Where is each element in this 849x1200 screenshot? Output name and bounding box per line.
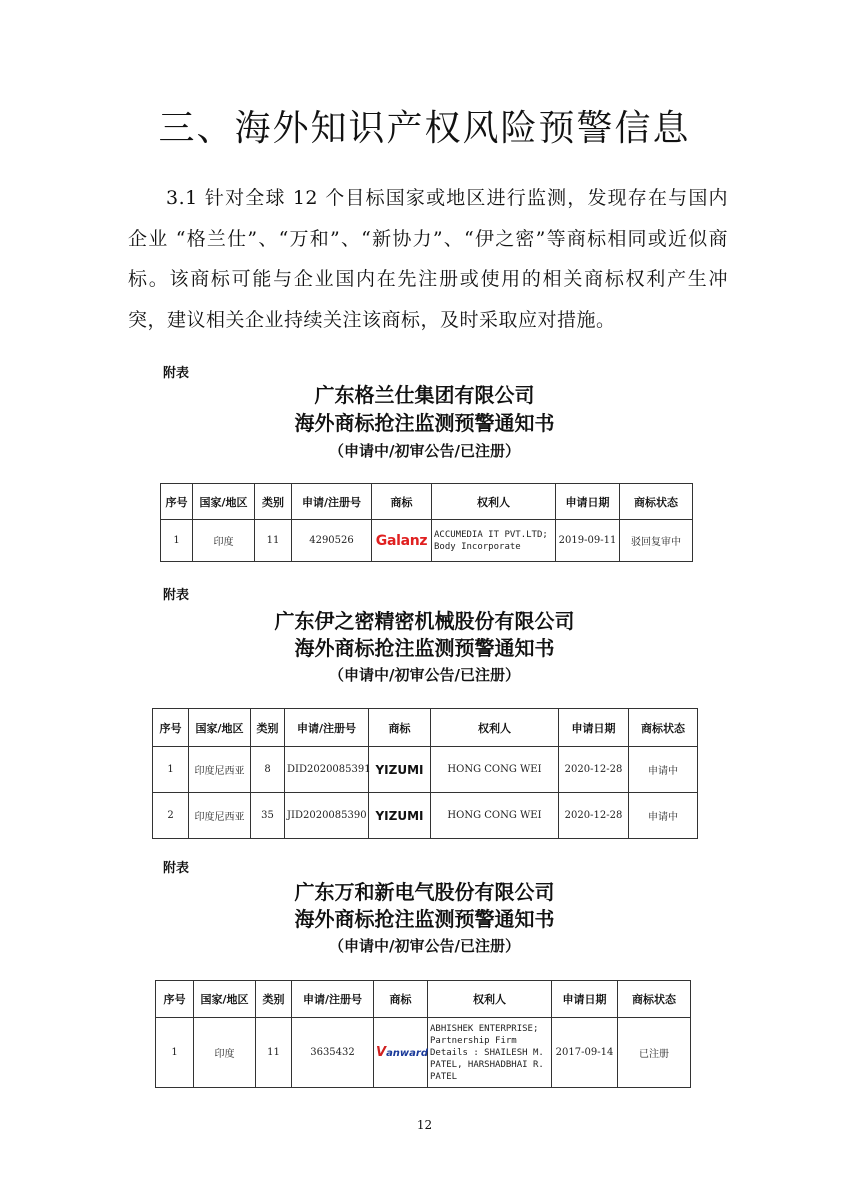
notice-status-line: （申请中/初审公告/已注册） <box>329 442 520 460</box>
col-state: 商标状态 <box>620 484 693 520</box>
notice-company: 广东格兰仕集团有限公司 <box>314 383 535 407</box>
cell-state: 驳回复审中 <box>620 520 693 562</box>
cell-owner: ABHISHEK ENTERPRISE; Partnership Firm Details : SHAILESH M. PATEL, HARSHADBHAI R. PATEL <box>428 1018 552 1088</box>
intro-paragraph: 3.1 针对全球 12 个目标国家或地区进行监测，发现存在与国内企业 “格兰仕”、“万和”、“新协力”、“伊之密”等商标相同或近似商标。该商标可能与企业国内在先注册或使用的相关商标权利产生冲突，建议相关企业持续关注该商标，及时采取应对措施。 <box>128 187 728 331</box>
galanz-logo: Galanz <box>375 532 428 549</box>
cell-state: 申请中 <box>629 747 698 793</box>
table-row <box>156 1018 691 1088</box>
appendix-label: 附表 <box>163 366 190 381</box>
col-country: 国家/地区 <box>189 709 251 747</box>
trademark-logo <box>369 793 431 839</box>
cell-date: 2019-09-11 <box>556 520 620 562</box>
cell-class: 11 <box>256 1018 292 1088</box>
cell-reg-no: JID2020085390 <box>285 793 369 839</box>
cell-country: 印度尼西亚 <box>189 747 251 793</box>
col-reg-no: 申请/注册号 <box>285 709 369 747</box>
notice-title: 海外商标抢注监测预警通知书 <box>294 636 555 660</box>
col-logo: 商标 <box>372 484 432 520</box>
cell-country: 印度 <box>194 1018 256 1088</box>
cell-reg-no: 4290526 <box>292 520 372 562</box>
appendix-label: 附表 <box>163 861 190 876</box>
table-row <box>161 520 693 562</box>
notice-table <box>152 708 698 839</box>
trademark-logo <box>372 520 432 562</box>
cell-state: 申请中 <box>629 793 698 839</box>
col-owner: 权利人 <box>428 981 552 1018</box>
notice-status-line: （申请中/初审公告/已注册） <box>329 937 520 955</box>
vanward-logo-text: anward <box>386 1048 429 1059</box>
cell-owner: HONG CONG WEI <box>431 747 559 793</box>
cell-class: 35 <box>251 793 285 839</box>
col-owner: 权利人 <box>432 484 556 520</box>
cell-date: 2017-09-14 <box>552 1018 618 1088</box>
cell-owner: ACCUMEDIA IT PVT.LTD; Body Incorporate <box>432 520 556 562</box>
col-country: 国家/地区 <box>193 484 255 520</box>
cell-no: 1 <box>161 520 193 562</box>
col-logo: 商标 <box>374 981 428 1018</box>
col-state: 商标状态 <box>618 981 691 1018</box>
col-class: 类别 <box>256 981 292 1018</box>
yizumi-logo: YIZUMI <box>375 762 424 777</box>
cell-country: 印度尼西亚 <box>189 793 251 839</box>
col-reg-no: 申请/注册号 <box>292 484 372 520</box>
notice-table <box>155 980 691 1088</box>
section-heading: 三、海外知识产权风险预警信息 <box>158 108 691 149</box>
cell-no: 1 <box>156 1018 194 1088</box>
table-row <box>153 793 698 839</box>
col-reg-no: 申请/注册号 <box>292 981 374 1018</box>
notice-table <box>160 483 693 562</box>
table-row <box>153 747 698 793</box>
col-no: 序号 <box>153 709 189 747</box>
trademark-logo <box>374 1018 428 1088</box>
vanward-logo: Vanward <box>376 1045 429 1060</box>
notice-company: 广东万和新电气股份有限公司 <box>294 880 555 904</box>
notice-title: 海外商标抢注监测预警通知书 <box>294 907 555 931</box>
col-no: 序号 <box>161 484 193 520</box>
cell-reg-no: 3635432 <box>292 1018 374 1088</box>
cell-reg-no: DID2020085391 <box>285 747 369 793</box>
col-class: 类别 <box>251 709 285 747</box>
notice-company: 广东伊之密精密机械股份有限公司 <box>274 609 575 633</box>
col-date: 申请日期 <box>556 484 620 520</box>
cell-country: 印度 <box>193 520 255 562</box>
notice-title: 海外商标抢注监测预警通知书 <box>294 411 555 435</box>
trademark-logo <box>369 747 431 793</box>
cell-date: 2020-12-28 <box>559 793 629 839</box>
col-state: 商标状态 <box>629 709 698 747</box>
col-country: 国家/地区 <box>194 981 256 1018</box>
col-class: 类别 <box>255 484 292 520</box>
col-logo: 商标 <box>369 709 431 747</box>
cell-date: 2020-12-28 <box>559 747 629 793</box>
notice-status-line: （申请中/初审公告/已注册） <box>329 666 520 684</box>
cell-class: 11 <box>255 520 292 562</box>
cell-no: 2 <box>153 793 189 839</box>
page-number: 12 <box>416 1118 433 1132</box>
cell-owner: HONG CONG WEI <box>431 793 559 839</box>
cell-state: 已注册 <box>618 1018 691 1088</box>
appendix-label: 附表 <box>163 588 190 603</box>
yizumi-logo: YIZUMI <box>375 808 424 823</box>
col-owner: 权利人 <box>431 709 559 747</box>
col-date: 申请日期 <box>552 981 618 1018</box>
cell-no: 1 <box>153 747 189 793</box>
col-no: 序号 <box>156 981 194 1018</box>
col-date: 申请日期 <box>559 709 629 747</box>
cell-class: 8 <box>251 747 285 793</box>
